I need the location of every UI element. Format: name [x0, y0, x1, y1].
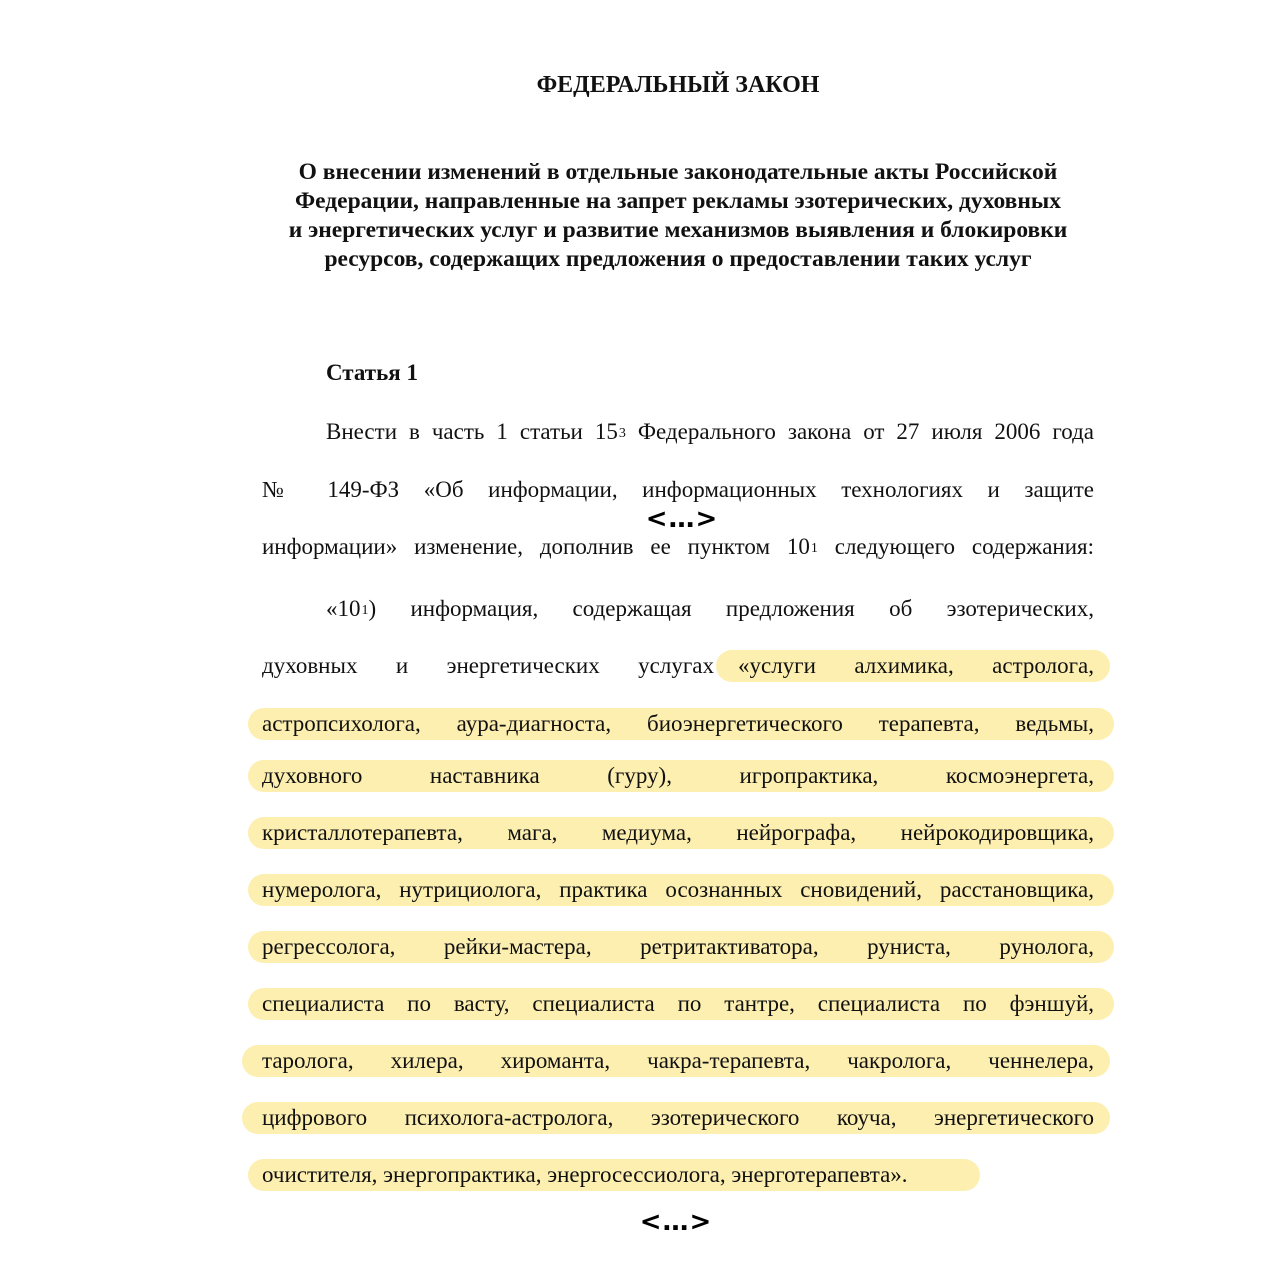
highlighted-line: регрессолога, рейки-мастера, ретритактиватора, руниста, рунолога, — [262, 934, 1094, 959]
intro-line-2: № 149-ФЗ «Об информации, информационных технологиях и защите — [262, 477, 1094, 502]
superscript: 1 — [361, 603, 369, 618]
highlighted-line: кристаллотерапевта, мага, медиума, нейрографа, нейрокодировщика, — [262, 820, 1094, 845]
law-type-heading: ФЕДЕРАЛЬНЫЙ ЗАКОН — [536, 72, 820, 98]
omission-mark: <…> — [645, 504, 719, 534]
item-line-1 — [326, 593, 1094, 625]
highlighted-line: нумеролога, нутрициолога, практика осознанных сновидений, расстановщика, — [262, 877, 1094, 902]
item-text: «10 — [326, 596, 361, 621]
highlighted-line: очистителя, энергопрактика, энергосессиолога, энерготерапевта». — [262, 1162, 908, 1187]
highlighted-line: цифрового психолога-астролога, эзотерического коуча, энергетического — [262, 1105, 1094, 1130]
highlighted-line: таролога, хилера, хироманта, чакра-терапевта, чакролога, ченнелера, — [262, 1048, 1094, 1073]
law-title-line: Федерации, направленные на запрет рекламы эзотерических, духовных — [294, 188, 1062, 214]
law-title-line: ресурсов, содержащих предложения о предоставлении таких услуг — [324, 246, 1032, 272]
intro-text: Федерального закона от 27 июля 2006 года — [625, 419, 1094, 444]
highlighted-line: духовного наставника (гуру), игропрактика, космоэнергета, — [262, 763, 1094, 788]
highlighted-line: астропсихолога, аура-диагноста, биоэнергетического терапевта, ведьмы, — [262, 711, 1094, 736]
intro-text: следующего содержания: — [817, 534, 1094, 559]
intro-line-3 — [262, 531, 1094, 563]
highlighted-line: специалиста по васту, специалиста по тантре, специалиста по фэншуй, — [262, 991, 1094, 1016]
superscript: 1 — [810, 541, 818, 556]
intro-line-1 — [326, 416, 1094, 448]
intro-text: информации» изменение, дополнив ее пунктом 10 — [262, 534, 810, 559]
omission-mark: <…> — [639, 1207, 713, 1237]
law-title — [262, 158, 1094, 274]
law-title-line: и энергетических услуг и развитие механизмов выявления и блокировки — [288, 217, 1068, 243]
item-text: ) информация, содержащая предложения об эзотерических, — [368, 596, 1094, 621]
superscript: 3 — [618, 426, 626, 441]
item-text: духовных и энергетических услугах — [262, 653, 714, 678]
law-title-line: О внесении изменений в отдельные законодательные акты Российской — [298, 159, 1058, 185]
item-line-2 — [262, 650, 1094, 682]
article-title: Статья 1 — [326, 360, 418, 385]
highlighted-text: «услуги алхимика, астролога, — [738, 653, 1094, 678]
intro-text: Внести в часть 1 статьи 15 — [326, 419, 618, 444]
